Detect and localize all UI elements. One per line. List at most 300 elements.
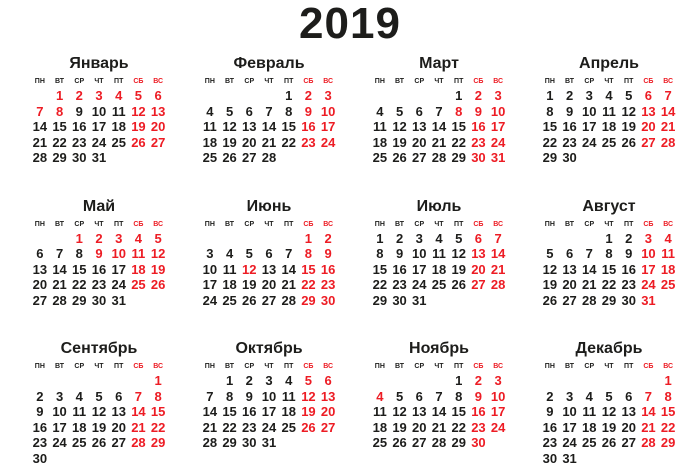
day-cell: 31 xyxy=(490,150,506,165)
day-cell: 16 xyxy=(471,119,486,134)
day-cell: 4 xyxy=(376,388,384,404)
day-cell: 31 xyxy=(562,450,577,466)
day-cell: 14 xyxy=(582,261,597,277)
day-cell: 27 xyxy=(412,435,427,450)
day-cell: 19 xyxy=(392,419,407,435)
day-cell: 10 xyxy=(412,246,427,261)
day-cell: 11 xyxy=(432,246,446,261)
day-cell: 10 xyxy=(111,246,126,261)
day-cell: 26 xyxy=(621,134,636,150)
day-cell: 5 xyxy=(395,388,404,404)
weekday-label: ПТ xyxy=(454,220,464,228)
weekday-label: ПТ xyxy=(114,220,124,228)
day-cell: 24 xyxy=(202,292,218,308)
day-cell: 22 xyxy=(222,419,237,435)
month-1 xyxy=(30,54,168,166)
weekday-label: ВТ xyxy=(395,78,405,85)
weekday-label: ПН xyxy=(204,220,215,228)
year-title: 2019 xyxy=(299,0,401,48)
day-cell: 30 xyxy=(320,292,336,308)
month-6 xyxy=(200,197,338,309)
day-cell: 20 xyxy=(261,277,277,292)
day-cell: 20 xyxy=(111,419,126,435)
day-cell: 12 xyxy=(601,404,617,419)
weekday-label: СБ xyxy=(303,78,314,85)
day-cell: 25 xyxy=(202,150,218,165)
day-cell: 27 xyxy=(641,134,656,150)
day-cell: 10 xyxy=(261,388,277,404)
day-cell: 28 xyxy=(281,292,296,308)
day-cell: 8 xyxy=(605,246,613,261)
day-grid xyxy=(370,218,508,309)
weekday-label: ПТ xyxy=(624,220,634,228)
day-cell: 6 xyxy=(36,246,44,261)
day-cell: 15 xyxy=(281,119,296,134)
day-cell: 17 xyxy=(91,119,107,134)
day-cell: 29 xyxy=(372,292,388,308)
day-cell: 14 xyxy=(490,246,506,261)
day-cell: 17 xyxy=(490,119,506,134)
day-cell: 16 xyxy=(392,261,407,277)
day-cell: 9 xyxy=(474,103,483,119)
weekday-label: СБ xyxy=(473,363,484,370)
day-cell: 2 xyxy=(324,230,332,246)
day-cell: 23 xyxy=(320,277,336,292)
weekday-label: ПТ xyxy=(624,78,634,85)
day-cell: 7 xyxy=(134,388,143,404)
day-cell: 21 xyxy=(641,419,656,435)
day-cell: 2 xyxy=(395,230,404,246)
weekday-label: ПН xyxy=(204,78,215,85)
weekday-label: ВТ xyxy=(565,363,575,370)
day-cell: 13 xyxy=(562,261,577,277)
weekday-label: СБ xyxy=(133,78,144,85)
day-cell: 12 xyxy=(451,246,466,261)
day-cell: 18 xyxy=(372,419,388,435)
day-cell: 15 xyxy=(601,261,617,277)
day-cell: 8 xyxy=(664,388,672,404)
day-cell: 6 xyxy=(644,88,653,103)
day-cell: 7 xyxy=(494,230,502,246)
day-cell: 1 xyxy=(304,230,313,246)
day-cell: 23 xyxy=(91,277,107,292)
weekday-label: ЧТ xyxy=(264,220,274,228)
weekday-label: СР xyxy=(244,220,255,228)
day-cell: 24 xyxy=(91,134,107,150)
day-cell: 29 xyxy=(451,150,466,165)
day-cell: 17 xyxy=(412,261,427,277)
weekday-label: СБ xyxy=(643,78,654,85)
day-cell: 25 xyxy=(372,150,388,165)
day-cell: 11 xyxy=(222,261,237,277)
day-cell: 22 xyxy=(150,419,166,435)
day-cell: 5 xyxy=(304,373,313,388)
day-cell: 17 xyxy=(52,419,67,435)
day-cell: 22 xyxy=(281,134,296,150)
day-cell: 15 xyxy=(301,261,316,277)
weekday-label: ВТ xyxy=(55,220,65,228)
day-cell: 10 xyxy=(490,388,506,404)
day-cell: 20 xyxy=(150,119,166,134)
day-cell: 13 xyxy=(412,404,427,419)
day-cell: 7 xyxy=(435,388,443,404)
day-cell: 26 xyxy=(301,419,316,435)
day-cell: 27 xyxy=(242,150,257,165)
day-cell: 13 xyxy=(320,388,336,404)
day-cell: 18 xyxy=(111,119,126,134)
day-cell: 21 xyxy=(490,261,506,277)
day-cell: 30 xyxy=(72,150,87,165)
day-cell: 2 xyxy=(245,373,253,388)
day-cell: 29 xyxy=(601,292,617,308)
weekday-label: ВС xyxy=(493,78,504,85)
day-grid xyxy=(370,75,508,166)
weekday-label: СР xyxy=(584,220,595,228)
day-cell: 31 xyxy=(261,435,277,450)
day-cell: 18 xyxy=(372,134,388,150)
day-cell: 28 xyxy=(202,435,218,450)
weekday-label: ЧТ xyxy=(264,78,274,85)
day-cell: 17 xyxy=(320,119,336,134)
months-grid xyxy=(0,54,700,466)
day-cell: 10 xyxy=(562,404,577,419)
weekday-label: ПТ xyxy=(284,78,294,85)
weekday-label: ЧТ xyxy=(264,363,274,370)
weekday-label: ПН xyxy=(374,78,385,85)
day-cell: 1 xyxy=(455,88,463,103)
day-cell: 8 xyxy=(55,103,64,119)
day-cell: 31 xyxy=(641,292,656,308)
day-cell: 6 xyxy=(565,246,574,261)
day-cell: 19 xyxy=(131,119,146,134)
day-cell: 4 xyxy=(605,88,613,103)
day-cell: 18 xyxy=(131,261,146,277)
weekday-label: ЧТ xyxy=(94,363,104,370)
day-grid xyxy=(200,75,338,166)
day-cell: 3 xyxy=(55,388,64,404)
weekday-label: СР xyxy=(74,220,85,228)
day-cell: 19 xyxy=(222,134,237,150)
day-cell: 18 xyxy=(72,419,87,435)
day-cell: 28 xyxy=(52,292,67,308)
day-grid xyxy=(200,218,338,309)
day-cell: 7 xyxy=(36,103,44,119)
day-cell: 31 xyxy=(412,292,427,308)
day-cell: 13 xyxy=(261,261,277,277)
day-cell: 8 xyxy=(225,388,234,404)
day-cell: 27 xyxy=(261,292,277,308)
weekday-label: ПТ xyxy=(624,363,634,370)
day-cell: 23 xyxy=(392,277,407,292)
day-cell: 15 xyxy=(222,404,237,419)
month-name: Ноябрь xyxy=(409,340,469,357)
day-cell: 9 xyxy=(546,404,554,419)
day-cell: 5 xyxy=(245,246,253,261)
day-cell: 8 xyxy=(546,103,554,119)
day-cell: 28 xyxy=(490,277,506,292)
day-cell: 11 xyxy=(602,103,616,119)
day-cell: 24 xyxy=(412,277,427,292)
day-cell: 27 xyxy=(320,419,336,435)
day-cell: 4 xyxy=(664,230,672,246)
day-cell: 14 xyxy=(641,404,656,419)
day-cell: 18 xyxy=(222,277,237,292)
day-cell: 24 xyxy=(52,435,67,450)
weekday-label: ВТ xyxy=(225,363,235,370)
day-cell: 1 xyxy=(55,88,64,103)
weekday-label: ПН xyxy=(544,363,555,370)
day-cell: 3 xyxy=(494,88,502,103)
day-cell: 28 xyxy=(431,435,447,450)
weekday-label: ВС xyxy=(493,363,504,370)
weekday-label: ЧТ xyxy=(604,78,614,85)
day-cell: 24 xyxy=(320,134,336,150)
day-cell: 25 xyxy=(281,419,296,435)
day-cell: 21 xyxy=(202,419,218,435)
day-cell: 6 xyxy=(265,246,273,261)
day-cell: 13 xyxy=(471,246,486,261)
day-cell: 20 xyxy=(32,277,48,292)
weekday-label: ВТ xyxy=(225,220,235,228)
day-cell: 6 xyxy=(474,230,483,246)
weekday-label: ПН xyxy=(374,363,385,370)
weekday-label: СР xyxy=(244,78,255,85)
weekday-label: ЧТ xyxy=(94,78,104,85)
day-cell: 2 xyxy=(565,88,574,103)
day-cell: 23 xyxy=(471,134,486,150)
month-name: Октябрь xyxy=(235,340,303,357)
month-name: Май xyxy=(82,197,116,215)
day-cell: 12 xyxy=(91,404,107,419)
day-cell: 27 xyxy=(621,435,636,450)
day-cell: 20 xyxy=(641,119,656,134)
weekday-label: СБ xyxy=(643,363,654,370)
weekday-label: ЧТ xyxy=(604,363,614,370)
day-cell: 13 xyxy=(111,404,126,419)
day-cell: 18 xyxy=(660,261,676,277)
day-cell: 12 xyxy=(222,119,237,134)
weekday-label: ПН xyxy=(34,220,45,228)
month-8 xyxy=(540,197,678,309)
month-12 xyxy=(540,339,678,466)
day-cell: 31 xyxy=(91,150,107,165)
day-cell: 2 xyxy=(304,88,313,103)
day-cell: 16 xyxy=(91,261,107,277)
day-cell: 12 xyxy=(150,246,166,261)
day-cell: 1 xyxy=(154,373,162,388)
day-cell: 3 xyxy=(565,388,574,404)
day-cell: 19 xyxy=(542,277,558,292)
day-cell: 4 xyxy=(285,373,293,388)
day-cell: 7 xyxy=(435,103,443,119)
weekday-label: ПТ xyxy=(454,78,464,85)
day-grid xyxy=(370,360,508,451)
day-cell: 22 xyxy=(72,277,87,292)
day-cell: 21 xyxy=(431,419,447,435)
day-cell: 4 xyxy=(206,103,214,119)
day-cell: 19 xyxy=(601,419,617,435)
month-name: Июнь xyxy=(246,197,292,215)
day-cell: 20 xyxy=(621,419,636,435)
day-cell: 9 xyxy=(565,103,574,119)
day-cell: 20 xyxy=(471,261,486,277)
day-cell: 23 xyxy=(32,435,48,450)
day-cell: 14 xyxy=(431,404,447,419)
day-cell: 1 xyxy=(664,373,672,388)
month-9 xyxy=(30,339,168,466)
day-cell: 23 xyxy=(542,435,558,450)
day-cell: 22 xyxy=(542,134,558,150)
day-cell: 15 xyxy=(451,119,466,134)
day-cell: 22 xyxy=(451,419,466,435)
day-cell: 14 xyxy=(261,119,277,134)
day-cell: 7 xyxy=(664,88,672,103)
day-cell: 21 xyxy=(131,419,146,435)
weekday-label: СР xyxy=(584,78,595,85)
month-name: Июль xyxy=(416,197,462,215)
day-cell: 11 xyxy=(372,404,387,419)
day-cell: 13 xyxy=(412,119,427,134)
month-name: Сентябрь xyxy=(60,340,138,357)
day-grid xyxy=(200,360,338,451)
day-cell: 20 xyxy=(320,404,336,419)
day-cell: 15 xyxy=(372,261,388,277)
day-cell: 25 xyxy=(222,292,237,308)
weekday-label: ВС xyxy=(323,363,334,370)
day-grid xyxy=(30,75,168,166)
day-cell: 29 xyxy=(451,435,466,450)
day-cell: 16 xyxy=(72,119,87,134)
day-cell: 26 xyxy=(601,435,617,450)
month-name: Август xyxy=(582,197,636,215)
day-cell: 5 xyxy=(154,230,162,246)
day-cell: 3 xyxy=(265,373,273,388)
weekday-label: ПТ xyxy=(114,78,124,85)
day-cell: 10 xyxy=(320,103,336,119)
day-cell: 29 xyxy=(222,435,237,450)
day-cell: 29 xyxy=(660,435,676,450)
weekday-label: ПТ xyxy=(114,363,124,370)
month-7 xyxy=(370,197,508,309)
day-cell: 19 xyxy=(621,119,636,134)
day-cell: 14 xyxy=(131,404,146,419)
month-name: Январь xyxy=(69,55,129,72)
day-cell: 23 xyxy=(301,134,316,150)
day-cell: 24 xyxy=(261,419,277,435)
day-cell: 11 xyxy=(372,119,387,134)
day-cell: 17 xyxy=(641,261,656,277)
weekday-label: СР xyxy=(414,363,425,370)
weekday-label: ПН xyxy=(544,220,555,228)
day-cell: 13 xyxy=(32,261,48,277)
day-cell: 27 xyxy=(562,292,577,308)
day-cell: 5 xyxy=(455,230,463,246)
day-cell: 24 xyxy=(641,277,656,292)
day-cell: 12 xyxy=(131,103,146,119)
day-cell: 9 xyxy=(245,388,253,404)
day-cell: 26 xyxy=(150,277,166,292)
day-cell: 21 xyxy=(32,134,48,150)
weekday-label: СБ xyxy=(133,363,144,370)
day-cell: 18 xyxy=(202,134,218,150)
day-cell: 10 xyxy=(641,246,656,261)
day-cell: 28 xyxy=(660,134,676,150)
day-cell: 13 xyxy=(150,103,166,119)
day-cell: 23 xyxy=(72,134,87,150)
day-cell: 3 xyxy=(115,230,123,246)
day-cell: 31 xyxy=(111,292,126,308)
calendar-page xyxy=(0,2,700,466)
day-cell: 14 xyxy=(32,119,48,134)
day-cell: 30 xyxy=(471,435,486,450)
day-grid xyxy=(30,218,168,309)
day-cell: 24 xyxy=(562,435,577,450)
day-cell: 26 xyxy=(542,292,558,308)
weekday-label: СР xyxy=(244,363,255,370)
day-cell: 15 xyxy=(150,404,166,419)
day-cell: 25 xyxy=(372,435,388,450)
day-cell: 22 xyxy=(601,277,617,292)
weekday-label: СБ xyxy=(473,78,484,85)
day-cell: 14 xyxy=(431,119,447,134)
day-cell: 23 xyxy=(242,419,257,435)
day-cell: 2 xyxy=(36,388,44,404)
day-cell: 26 xyxy=(131,134,146,150)
day-cell: 29 xyxy=(52,150,67,165)
day-cell: 25 xyxy=(431,277,447,292)
day-cell: 15 xyxy=(660,404,676,419)
weekday-label: ЧТ xyxy=(604,220,614,228)
weekday-label: СБ xyxy=(643,220,654,228)
weekday-label: ВТ xyxy=(565,220,575,228)
weekday-label: ВС xyxy=(153,220,164,228)
day-cell: 16 xyxy=(542,419,558,435)
day-cell: 4 xyxy=(134,230,143,246)
day-cell: 27 xyxy=(111,435,126,450)
day-cell: 21 xyxy=(660,119,676,134)
weekday-label: ВС xyxy=(153,363,164,370)
day-cell: 22 xyxy=(660,419,676,435)
day-cell: 3 xyxy=(415,230,423,246)
day-cell: 2 xyxy=(625,230,633,246)
day-cell: 17 xyxy=(202,277,218,292)
day-cell: 7 xyxy=(285,246,293,261)
day-cell: 13 xyxy=(641,103,656,119)
month-2 xyxy=(200,54,338,166)
day-cell: 30 xyxy=(242,435,257,450)
day-cell: 8 xyxy=(75,246,83,261)
day-cell: 22 xyxy=(451,134,466,150)
month-11 xyxy=(370,339,508,451)
day-cell: 5 xyxy=(134,88,143,103)
day-cell: 2 xyxy=(474,373,483,388)
day-cell: 30 xyxy=(32,450,48,466)
day-cell: 16 xyxy=(621,261,636,277)
month-4 xyxy=(540,54,678,166)
day-cell: 12 xyxy=(301,388,316,404)
day-cell: 11 xyxy=(131,246,146,261)
day-cell: 24 xyxy=(111,277,126,292)
month-5 xyxy=(30,197,168,309)
day-cell: 12 xyxy=(621,103,636,119)
day-cell: 25 xyxy=(582,435,597,450)
month-3 xyxy=(370,54,508,166)
day-cell: 19 xyxy=(242,277,257,292)
day-cell: 8 xyxy=(376,246,384,261)
day-cell: 5 xyxy=(395,103,404,119)
day-cell: 7 xyxy=(644,388,653,404)
day-cell: 28 xyxy=(431,150,447,165)
